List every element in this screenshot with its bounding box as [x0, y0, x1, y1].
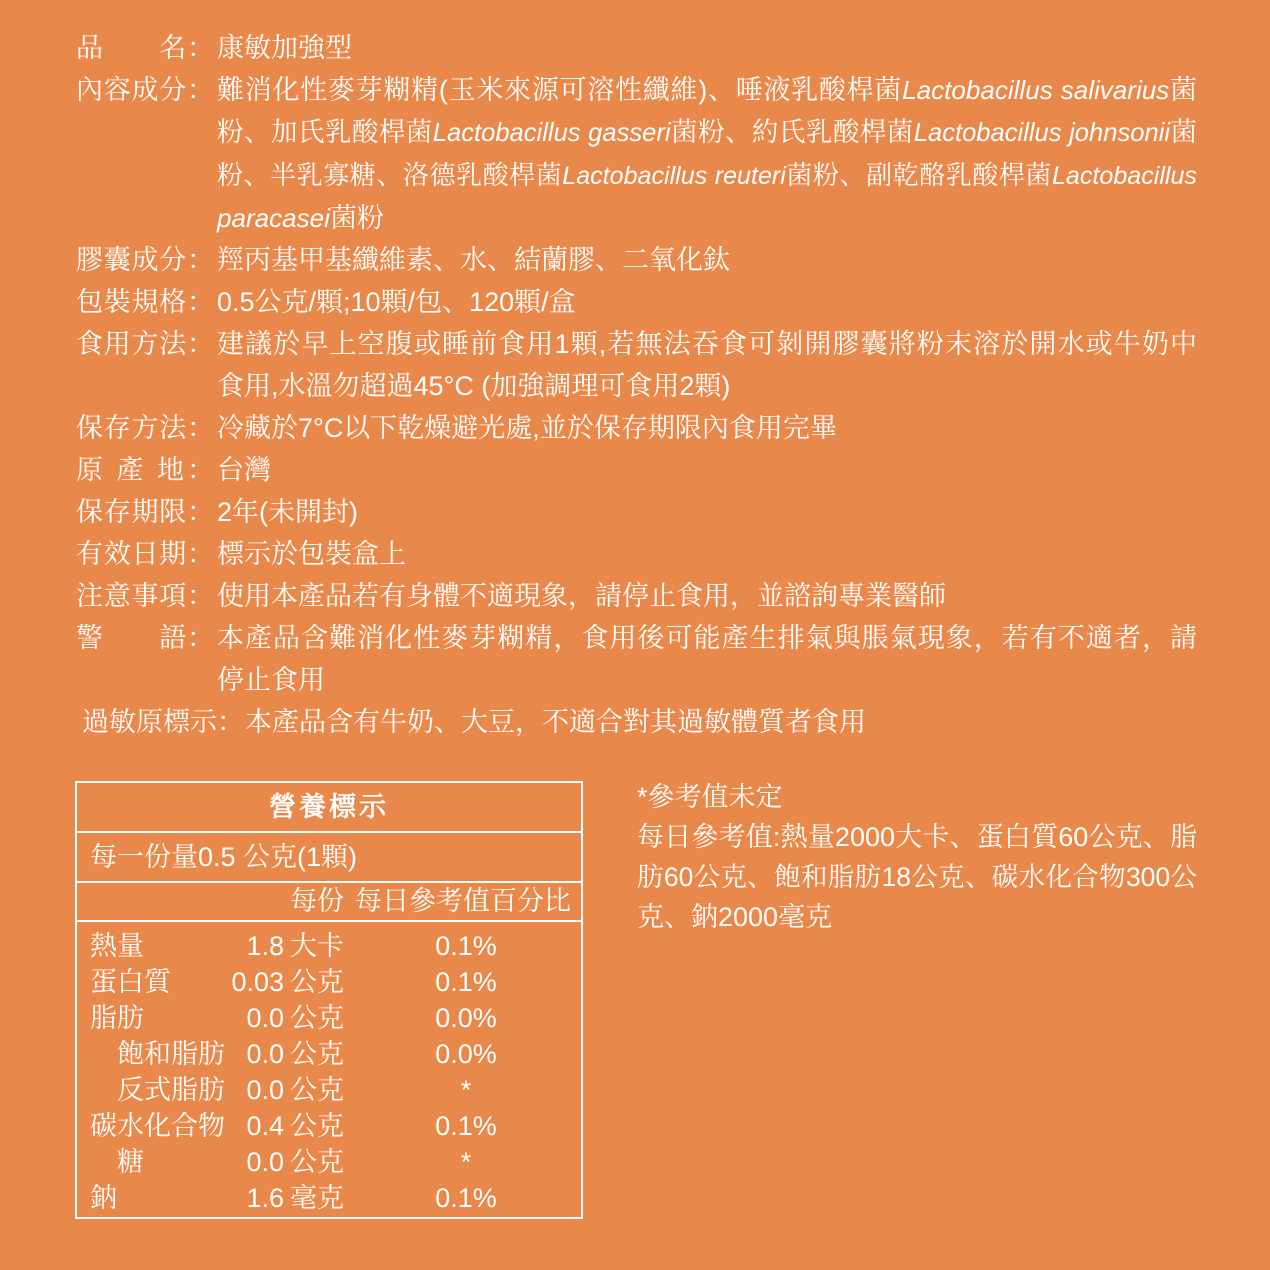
nutrient-name: 反式脂肪 — [117, 1075, 225, 1105]
spec-label-storage: 保存方法： — [76, 413, 214, 443]
nutrient-name: 碳水化合物 — [90, 1111, 225, 1141]
spec-label-allergen: 過敏原標示： — [82, 707, 244, 737]
header-daily-value: 每日參考值百分比 — [355, 886, 571, 916]
usage-line: 食用,水溫勿超過45°C (加強調理可食用2顆) — [217, 371, 731, 401]
nutrient-amount: 0.0 — [246, 1075, 284, 1105]
nutrient-amount: 0.4 — [246, 1111, 284, 1141]
nutrient-unit: 公克 — [290, 1111, 344, 1141]
nutrient-unit: 公克 — [290, 1039, 344, 1069]
ingredient-latin-name: Lactobacillus — [1051, 162, 1197, 190]
spec-value-allergen — [245, 701, 1197, 743]
daily-reference-notes — [637, 777, 1197, 937]
spec-value-storage — [217, 407, 1197, 449]
spec-value-packaging — [217, 281, 1197, 323]
ingredient-text: 粉、加氏乳酸桿菌 — [217, 117, 433, 147]
spec-row-ingredients — [76, 69, 1197, 239]
product-name-text: 康敏加強型 — [217, 33, 352, 63]
ingredient-latin-name: Lactobacillus gasseri — [432, 119, 671, 147]
nutrient-unit: 公克 — [290, 1147, 344, 1177]
nutrition-row — [77, 928, 581, 964]
ingredient-text: 菌粉、約氏乳酸桿菌 — [670, 117, 914, 147]
spec-value-origin — [217, 449, 1197, 491]
spec-label-capsule: 膠囊成分： — [76, 245, 214, 275]
usage-line: 建議於早上空腹或睡前食用1顆,若無法吞食可剝開膠囊將粉末溶於開水或牛奶中 — [217, 329, 1197, 359]
ingredient-text: 粉、半乳寡糖、洛德乳酸桿菌 — [217, 160, 563, 190]
ingredient-text: 菌粉、副乾酪乳酸桿菌 — [785, 160, 1052, 190]
spec-row-origin — [76, 449, 1197, 491]
origin-text: 台灣 — [217, 455, 271, 485]
ingredient-latin-name: Lactobacillus reuteri — [562, 162, 786, 190]
warning-line: 本產品含難消化性麥芽糊精，食用後可能產生排氣與脹氣現象，若有不適者，請 — [217, 623, 1197, 653]
spec-value-shelf-life — [217, 491, 1197, 533]
nutrient-amount: 0.03 — [231, 967, 284, 997]
spec-row-shelf-life — [76, 491, 1197, 533]
nutrition-facts-table — [75, 781, 583, 1219]
spec-row-product-name — [76, 27, 1197, 69]
spec-value-precautions — [217, 575, 1197, 617]
nutrient-unit: 毫克 — [290, 1183, 344, 1213]
ingredient-text: 難消化性麥芽糊精(玉米來源可溶性纖維)、唾液乳酸桿菌 — [217, 75, 903, 105]
expiry-text: 標示於包裝盒上 — [217, 539, 406, 569]
nutrient-amount: 1.8 — [246, 931, 284, 961]
capsule-text: 羥丙基甲基纖維素、水、結蘭膠、二氧化鈦 — [217, 245, 730, 275]
spec-row-precautions — [76, 575, 1197, 617]
note-daily-reference-line: 克、鈉2000毫克 — [637, 902, 833, 932]
nutrient-amount: 0.0 — [246, 1039, 284, 1069]
nutrient-unit: 公克 — [290, 1075, 344, 1105]
spec-label-product-name: 品 名： — [76, 33, 214, 63]
spec-row-storage — [76, 407, 1197, 449]
spec-label-warning: 警 語： — [76, 623, 214, 653]
spec-label-shelf-life: 保存期限： — [76, 497, 214, 527]
warning-line: 停止食用 — [217, 665, 325, 695]
nutrition-row — [77, 1108, 581, 1144]
note-daily-reference-line: 每日參考值:熱量2000大卡、蛋白質60公克、脂 — [637, 822, 1197, 852]
ingredients-line — [217, 154, 1197, 197]
nutrient-name: 糖 — [117, 1147, 144, 1177]
spec-value-product-name — [217, 27, 1197, 69]
nutrition-row — [77, 1072, 581, 1108]
nutrition-header-row — [77, 883, 581, 922]
note-undetermined: *參考值未定 — [637, 782, 783, 812]
spec-row-allergen — [82, 701, 1197, 743]
note-daily-reference-line: 肪60公克、飽和脂肪18公克、碳水化合物300公 — [637, 862, 1197, 892]
spec-value-ingredients — [217, 69, 1197, 239]
spec-label-origin: 原 產 地： — [76, 455, 214, 485]
nutrient-name: 熱量 — [90, 931, 144, 961]
spec-value-warning — [217, 617, 1197, 701]
nutrition-serving-size: 每一份量0.5 公克(1顆) — [77, 833, 581, 883]
nutrition-row — [77, 1036, 581, 1072]
nutrition-title: 營養標示 — [77, 783, 581, 833]
nutrient-name: 脂肪 — [90, 1003, 144, 1033]
nutrition-rows — [77, 922, 581, 1216]
header-per-serving: 每份 — [290, 886, 344, 916]
nutrient-daily-value: * — [460, 1075, 472, 1105]
spec-row-warning — [76, 617, 1197, 701]
spec-label-ingredients: 內容成分： — [76, 75, 214, 105]
allergen-text: 本產品含有牛奶、大豆，不適合對其過敏體質者食用 — [245, 707, 866, 737]
spec-value-capsule — [217, 239, 1197, 281]
storage-text: 冷藏於7°C以下乾燥避光處,並於保存期限內食用完畢 — [217, 413, 837, 443]
spec-label-packaging: 包裝規格： — [76, 287, 214, 317]
spec-row-usage — [76, 323, 1197, 407]
nutrient-amount: 0.0 — [246, 1003, 284, 1033]
ingredients-line — [217, 111, 1197, 154]
spec-row-packaging — [76, 281, 1197, 323]
precautions-text: 使用本產品若有身體不適現象，請停止食用，並諮詢專業醫師 — [217, 581, 946, 611]
nutrient-name: 鈉 — [90, 1183, 117, 1213]
spec-label-precautions: 注意事項： — [76, 581, 214, 611]
nutrition-row — [77, 964, 581, 1000]
nutrient-unit: 大卡 — [290, 931, 344, 961]
ingredient-text: 菌 — [1170, 117, 1198, 147]
nutrient-daily-value: 0.1% — [435, 1183, 497, 1213]
ingredient-latin-name: paracasei — [217, 203, 330, 233]
nutrient-daily-value: 0.1% — [435, 967, 497, 997]
nutrition-row — [77, 1144, 581, 1180]
nutrition-row — [77, 1000, 581, 1036]
ingredient-latin-name: Lactobacillus johnsonii — [913, 119, 1171, 147]
nutrient-unit: 公克 — [290, 1003, 344, 1033]
packaging-text: 0.5公克/顆;10顆/包、120顆/盒 — [217, 287, 576, 317]
ingredient-text: 菌 — [1169, 75, 1198, 105]
nutrient-name: 蛋白質 — [90, 967, 171, 997]
spec-label-expiry: 有效日期： — [76, 539, 214, 569]
nutrient-amount: 0.0 — [246, 1147, 284, 1177]
ingredients-line — [217, 197, 1197, 239]
nutrient-daily-value: 0.1% — [435, 931, 497, 961]
nutrient-daily-value: 0.0% — [435, 1039, 497, 1069]
nutrient-amount: 1.6 — [246, 1183, 284, 1213]
nutrient-unit: 公克 — [290, 967, 344, 997]
ingredient-latin-name: Lactobacillus salivarius — [902, 75, 1170, 105]
ingredient-text: 菌粉 — [329, 203, 384, 233]
nutrient-name: 飽和脂肪 — [117, 1039, 225, 1069]
spec-value-expiry — [217, 533, 1197, 575]
shelf-life-text: 2年(未開封) — [217, 497, 358, 527]
spec-row-capsule — [76, 239, 1197, 281]
nutrient-daily-value: 0.0% — [435, 1003, 497, 1033]
spec-value-usage — [217, 323, 1197, 407]
product-spec-list — [76, 27, 1197, 743]
nutrient-daily-value: * — [460, 1147, 472, 1177]
spec-row-expiry — [76, 533, 1197, 575]
nutrient-daily-value: 0.1% — [435, 1111, 497, 1141]
spec-label-usage: 食用方法： — [76, 329, 214, 359]
ingredients-line — [217, 69, 1197, 111]
nutrition-row — [77, 1180, 581, 1216]
